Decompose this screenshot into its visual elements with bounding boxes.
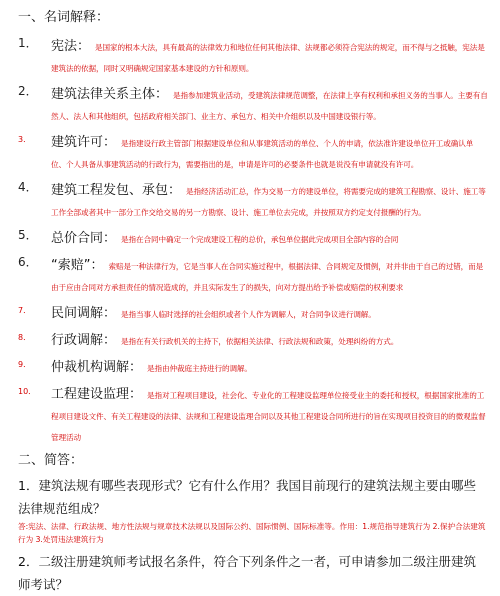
term-definition: 是指对工程项目建设，社会化、专业化的工程建设监理单位接受业主的委托和授权，根据国家批准的工程项目建设文件、有关工程建设的法律、法规和工程建设监理合同以及其他工程建设合同所进行的旨在实现项目投资目的的微观监督管理活动 <box>51 391 486 442</box>
term-body <box>51 83 488 125</box>
term-number: 4． <box>18 180 38 194</box>
term-item <box>18 179 488 221</box>
term-item <box>18 83 488 125</box>
term-number: 1． <box>18 36 38 50</box>
term-definition: 是指当事人临时选择的社会组织或者个人作为调解人，对合同争议进行调解。 <box>121 310 376 319</box>
term-item <box>18 227 488 248</box>
term-name: 工程建设监理： <box>51 387 143 402</box>
term-item <box>18 35 488 77</box>
term-body <box>51 356 488 377</box>
term-definition: 是指建设行政主管部门根据建设单位和从事建筑活动的单位、个人的申请，依法准许建设单位开工或确认单位、个人具备从事建筑活动的行政行为，需要指出的是，申请是许可的必要条件也就是说没有申请就没有许可。 <box>51 139 474 169</box>
term-number: 2． <box>18 84 38 98</box>
term-item <box>18 356 488 377</box>
term-body <box>51 302 488 323</box>
term-name: 行政调解： <box>51 333 117 348</box>
term-number: 7． <box>18 306 32 315</box>
term-name: 建筑法律关系主体： <box>51 87 169 102</box>
term-number: 6． <box>18 255 38 269</box>
term-item <box>18 302 488 323</box>
term-definition: 是指在合同中确定一个完成建设工程的总价，承包单位据此完成项目全部内容的合同 <box>121 235 399 244</box>
term-definition: 是指经济活动汇总，作为交易一方的建设单位，将需要完成的建筑工程勘察、设计、施工等工作全部或者其中一部分工作交给交易的另一方勘察、设计、施工单位去完成，并按照双方约定支付报酬的行为。 <box>51 187 486 217</box>
term-number: 8． <box>18 333 32 342</box>
question-1: 1．建筑法规有哪些表现形式？它有什么作用？我国目前现行的建筑法规主要由哪些法律规范组成？ <box>18 478 476 516</box>
term-name: 仲裁机构调解： <box>51 360 143 375</box>
term-definition: 是国家的根本大法，具有最高的法律效力和地位任何其他法律、法规都必须符合宪法的规定，而不得与之抵触，宪法是建筑法的依据，同时又明确规定国家基本建设的方针和原则。 <box>51 43 485 73</box>
term-definition: 索赔是一种法律行为，它是当事人在合同实施过程中，根据法律、合同规定及惯例，对并非由于自己的过错，而是由于应由合同对方承担责任的情况造成的，并且实际发生了的损失，向对方提出给予补偿或赔偿的权利要求 <box>51 262 484 292</box>
section-title-short-answers: 二、简答： <box>18 453 84 468</box>
term-definition: 是指由仲裁庭主持进行的调解。 <box>147 364 252 373</box>
answer-1: 答:宪法、法律、行政法规、地方性法规与规章技术法规以及国际公约、国际惯例、国际标准等。作用：1.规范指导建筑行为 2.保护合法建筑行为 3.处罚违法建筑行为 <box>18 522 486 544</box>
term-name: 总价合同： <box>51 231 117 246</box>
term-item <box>18 383 488 446</box>
question-2: 2．二级注册建筑师考试报名条件，符合下列条件之一者，可申请参加二级注册建筑师考试？ <box>18 554 476 592</box>
term-definition: 是指在有关行政机关的主持下，依据相关法律、行政法规和政策，处理纠纷的方式。 <box>121 337 399 346</box>
term-number: 10． <box>18 387 37 396</box>
term-body <box>51 227 488 248</box>
term-name: “索赔”： <box>51 258 104 273</box>
term-item <box>18 329 488 350</box>
term-body <box>51 131 488 173</box>
term-item <box>18 254 488 296</box>
term-name: 建筑许可： <box>51 135 117 150</box>
term-item <box>18 131 488 173</box>
term-definition: 是指参加建筑业活动，受建筑法律规范调整，在法律上享有权利和承担义务的当事人。主要有自然人、法人和其他组织，包括政府相关部门、业主方、承包方、相关中介组织以及中国建设银行等。 <box>51 91 488 121</box>
term-number: 5． <box>18 228 38 242</box>
term-body <box>51 383 488 446</box>
term-number: 9． <box>18 360 32 369</box>
term-body <box>51 35 488 77</box>
term-name: 建筑工程发包、承包： <box>51 183 182 198</box>
term-name: 宪法： <box>51 39 91 54</box>
term-name: 民间调解： <box>51 306 117 321</box>
section-title-definitions: 一、名词解释： <box>18 10 110 25</box>
term-body <box>51 329 488 350</box>
term-body <box>51 179 488 221</box>
term-number: 3． <box>18 135 32 144</box>
term-body <box>51 254 488 296</box>
